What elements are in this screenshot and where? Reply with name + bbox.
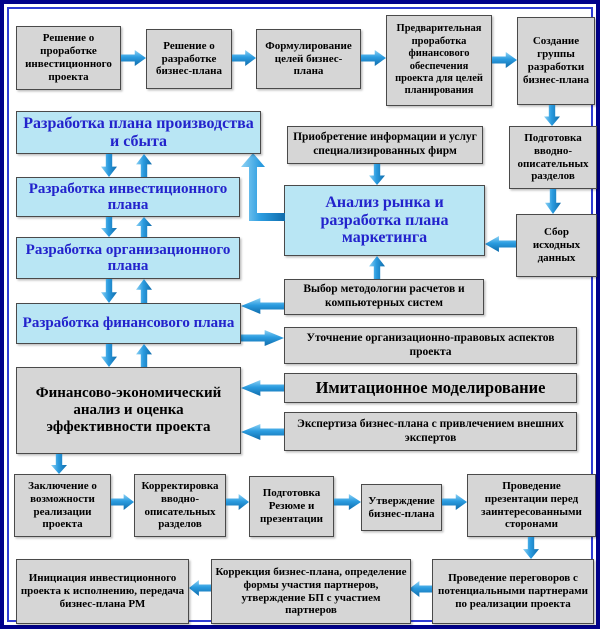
- arrow-right-icon: [361, 50, 386, 66]
- arrow-left-icon: [485, 236, 516, 252]
- arrow-right-icon: [111, 494, 134, 510]
- arrow-down-icon: [101, 279, 117, 303]
- box-presentation: Проведение презентации перед заинтересованными сторонами: [467, 474, 596, 537]
- box-negotiations: Проведение переговоров с потенциальными партнерами по реализации проекта: [432, 559, 594, 624]
- box-legal-aspects: Уточнение организационно-правовых аспектов проекта: [284, 327, 577, 364]
- box-simulation-modeling: Имитационное моделирование: [284, 373, 577, 403]
- arrow-up-icon: [136, 344, 152, 367]
- box-intro-sections-prep: Подготовка вводно-описательных разделов: [509, 126, 597, 189]
- box-team-creation: Создание группы разработки бизнес-плана: [517, 17, 595, 105]
- arrow-up-icon: [369, 256, 385, 279]
- arrow-down-icon: [101, 217, 117, 237]
- box-org-plan: Разработка организационного плана: [16, 237, 240, 279]
- arrow-down-icon: [369, 164, 385, 185]
- box-financial-plan: Разработка финансового плана: [16, 303, 241, 344]
- arrow-right-icon: [226, 494, 249, 510]
- box-feasibility-conclusion: Заключение о возможности реализации проекта: [14, 474, 111, 537]
- box-investment-plan: Разработка инвестиционного плана: [16, 177, 240, 217]
- box-resume-preparation: Подготовка Резюме и презентации: [249, 476, 334, 537]
- arrow-down-icon: [101, 154, 117, 177]
- arrow-right-icon: [241, 330, 284, 346]
- box-info-acquisition: Приобретение информации и услуг специализированных фирм: [287, 126, 483, 164]
- box-goals-formulation: Формулирование целей бизнес-плана: [256, 29, 361, 89]
- arrow-down-icon: [101, 344, 117, 367]
- box-project-initiation: Инициация инвестиционного проекта к исполнению, передача бизнес-плана РМ: [16, 559, 189, 624]
- arrow-right-icon: [334, 494, 361, 510]
- box-plan-correction: Коррекция бизнес-плана, определение формы участия партнеров, утверждение БП с участием партнеров: [211, 559, 411, 624]
- arrow-right-icon: [232, 50, 256, 66]
- box-intro-sections-adjust: Корректировка вводно-описательных разделов: [134, 474, 226, 537]
- arrow-right-icon: [492, 52, 517, 68]
- box-market-analysis: Анализ рынка и разработка плана маркетинга: [284, 185, 485, 256]
- arrow-down-icon: [51, 454, 67, 474]
- arrow-left-icon: [241, 424, 284, 440]
- arrow-left-icon: [241, 298, 284, 314]
- box-expertise: Экспертиза бизнес-плана с привлечением внешних экспертов: [284, 412, 577, 451]
- arrow-right-icon: [442, 494, 467, 510]
- box-fin-analysis: Финансово-экономический анализ и оценка эффективности проекта: [16, 367, 241, 454]
- box-plan-approval: Утверждение бизнес-плана: [361, 484, 442, 531]
- arrow-down-icon: [544, 105, 560, 126]
- arrow-up-icon: [136, 279, 152, 303]
- box-data-collection: Сбор исходных данных: [516, 214, 597, 277]
- elbow-arrow-icon: [240, 149, 290, 229]
- arrow-up-icon: [136, 217, 152, 237]
- arrow-left-icon: [241, 380, 284, 396]
- arrow-down-icon: [523, 537, 539, 559]
- arrow-left-icon: [409, 581, 432, 597]
- arrow-right-icon: [121, 50, 146, 66]
- arrow-down-icon: [545, 189, 561, 214]
- box-production-plan: Разработка плана производства и сбыта: [16, 111, 261, 154]
- box-decision-elaboration: Решение о проработке инвестиционного проекта: [16, 26, 121, 90]
- arrow-up-icon: [136, 154, 152, 177]
- arrow-left-icon: [189, 580, 211, 596]
- box-methodology-choice: Выбор методологии расчетов и компьютерных систем: [284, 279, 484, 315]
- box-preliminary-financial: Предварительная проработка финансового обеспечения проекта для целей планирования: [386, 15, 492, 106]
- box-decision-development: Решение о разработке бизнес-плана: [146, 29, 232, 89]
